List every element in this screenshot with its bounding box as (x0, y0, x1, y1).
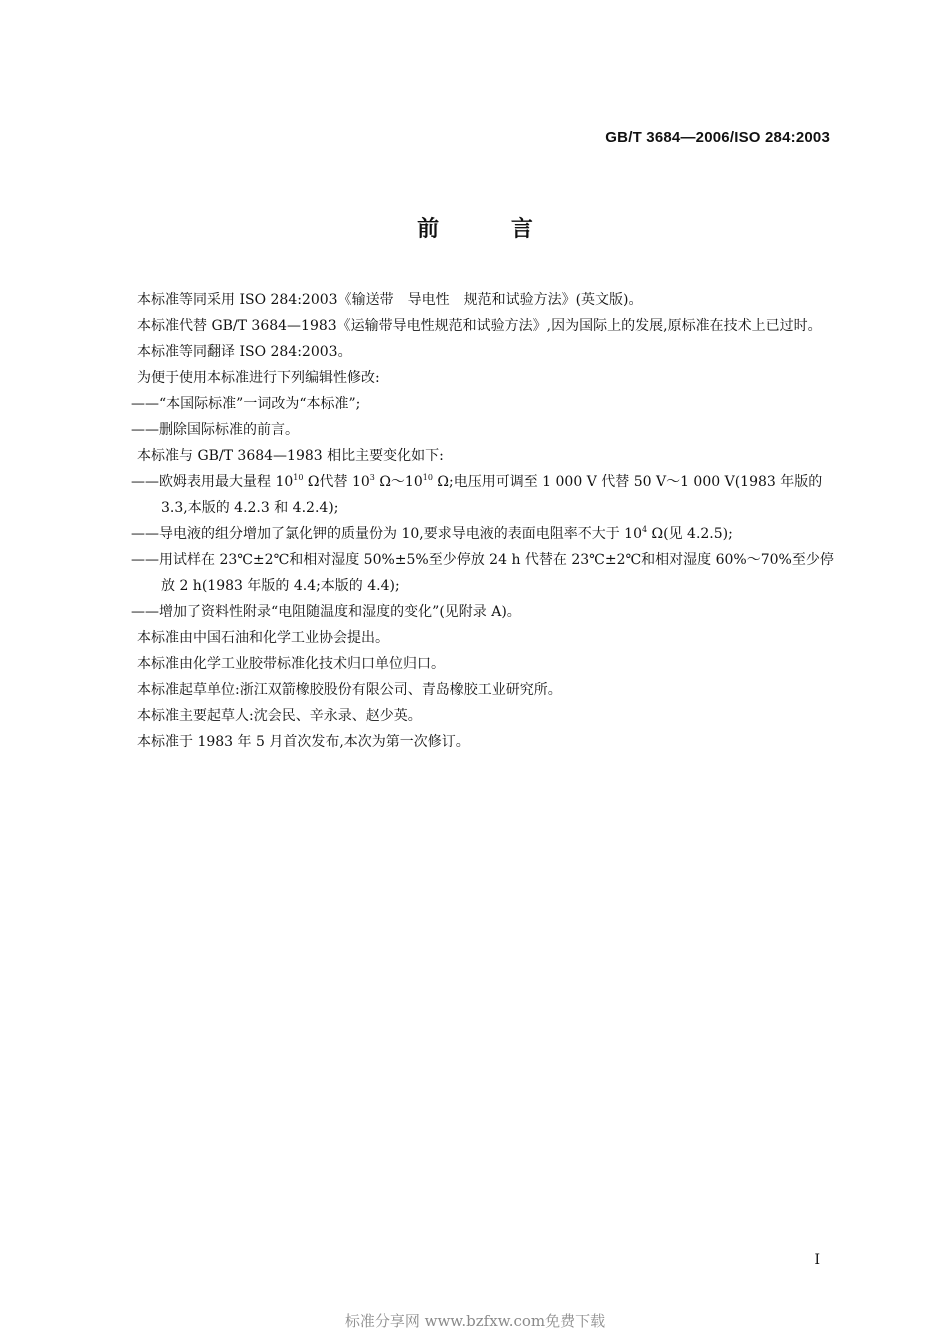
exponent: 3 (369, 473, 375, 482)
page-title: 前 言 (417, 217, 565, 242)
paragraph-translation: 本标准等同翻译 ISO 284:2003。 (137, 344, 352, 360)
paragraph-drafting-units: 本标准起草单位:浙江双箭橡胶股份有限公司、青岛橡胶工业研究所。 (137, 682, 562, 698)
watermark: 标准分享网 www.bzfxw.com免费下载 (344, 1312, 606, 1330)
paragraph-release-history: 本标准于 1983 年 5 月首次发布,本次为第一次修订。 (137, 734, 470, 750)
paragraph-proposed-by: 本标准由中国石油和化学工业协会提出。 (137, 630, 389, 646)
paragraph-drafters: 本标准主要起草人:沈会民、辛永录、赵少英。 (137, 708, 422, 724)
change-item-conditioning: ——用试样在 23℃±2℃和相对湿度 50%±5%至少停放 24 h 代替在 23℃±2℃和相对湿度 60%～70%至少停放 2 h(1983 年版的 4.4;本版的 4.4); (131, 552, 834, 594)
page-number: I (814, 1252, 820, 1268)
editorial-item: ——“本国际标准”一词改为“本标准”; (131, 396, 361, 412)
exponent: 4 (641, 525, 648, 534)
paragraph-replaces: 本标准代替 GB/T 3684—1983《运输带导电性规范和试验方法》,因为国际上的发展,原标准在技术上已过时。 (137, 318, 822, 334)
document-body (109, 287, 839, 755)
change-item-ohmmeter: ——欧姆表用最大量程 $10^{10}$ Ω代替 $10^3$ $\Omega\sim 10^{10}$ Ω;电压用可调至 1 000 V 代替 50 V～1 000 V(1983 年版的 3.3,本版的 4.2.3 和 4.2.4); (131, 473, 823, 516)
paragraph-adoption: 本标准等同采用 ISO 284:2003《输送带 导电性 规范和试验方法》(英文版)。 (137, 292, 643, 308)
standard-code: GB/T 3684—2006/ISO 284:2003 (605, 129, 830, 146)
editorial-item: ——删除国际标准的前言。 (131, 422, 299, 438)
paragraph-changes-intro: 本标准与 GB/T 3684—1983 相比主要变化如下: (137, 448, 444, 464)
exponent: 10 (422, 473, 433, 482)
paragraph-editorial-intro: 为便于使用本标准进行下列编辑性修改: (137, 370, 380, 386)
exponent: 10 (293, 473, 304, 482)
paragraph-centralized-by: 本标准由化学工业胶带标准化技术归口单位归口。 (137, 656, 445, 672)
change-item-annex: ——增加了资料性附录“电阻随温度和湿度的变化”(见附录 A)。 (131, 604, 521, 620)
change-item-conductive-liquid: ——导电液的组分增加了氯化钾的质量份为 10,要求导电液的表面电阻率不大于 $10^4$ Ω(见 4.2.5); (131, 525, 733, 542)
